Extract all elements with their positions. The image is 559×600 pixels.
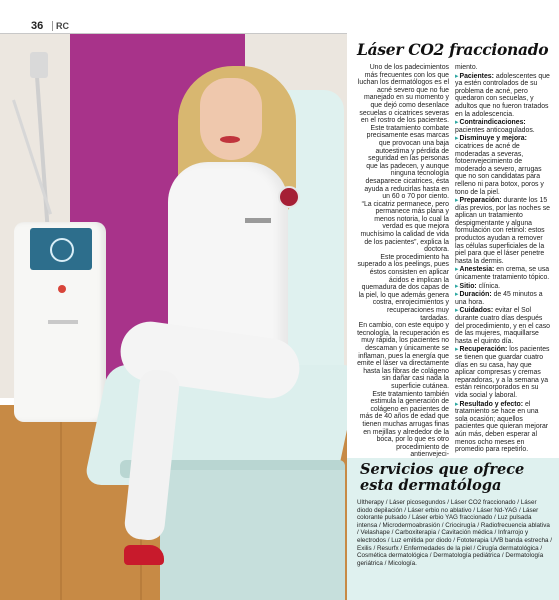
arrow-icon: ▸ [455, 119, 459, 127]
item-text: cicatrices de acné de moderadas a severas, fotoenvejecimiento de moderado a severo, arrugas que no son candidatas para relleno ni para botox, poros y tono de la piel. [455, 142, 544, 196]
item-text: en crema, se usa únicamente tratamiento tópico. [455, 266, 550, 282]
treatment-bed-base [160, 470, 345, 600]
list-item [455, 266, 553, 281]
paragraph: miento. [455, 64, 478, 71]
item-text: clínica. [478, 282, 501, 290]
coat-emblem [278, 186, 300, 208]
item-text: evitar el Sol durante cuatro días después del procedimiento, y en el caso de las mujeres, maquillarse hasta el quinto día. [455, 307, 550, 345]
item-label: Disminuye y mejora: [459, 135, 527, 143]
arrow-icon: ▸ [455, 346, 459, 354]
item-label: Sitio: [459, 282, 477, 290]
machine-button [58, 285, 66, 293]
laser-handpiece [30, 52, 48, 78]
item-label: Recuperación: [459, 346, 508, 354]
paragraph: Este procedimiento ha superado a los peelings, pues éstos consisten en aplicar ácidos e implican la quemadura de dos capas de la piel, lo que además genera costra, enrojecimientos y recuperaciones muy tardadas. [357, 253, 449, 322]
arrow-icon: ▸ [455, 307, 459, 315]
list-item [455, 291, 553, 306]
services-title [360, 462, 550, 494]
doctor-lips [220, 136, 240, 143]
item-label: Preparación: [459, 197, 502, 205]
section-tag: RC [56, 21, 69, 31]
list-item [455, 346, 553, 399]
list-item [455, 135, 553, 196]
arrow-icon: ▸ [455, 266, 459, 274]
machine-screen [30, 228, 92, 270]
list-item [455, 283, 553, 291]
list-item [455, 119, 553, 134]
header-separator [52, 21, 53, 31]
arrow-icon: ▸ [455, 135, 459, 143]
paragraph: En cambio, con este equipo y tecnología, la recuperación es muy rápida, los pacientes no descaman y únicamente se inflaman, pues la energía que emite el láser va directamente hasta las fibras de colágeno sin dañar casi nada la superficie cutánea. [357, 322, 449, 390]
arrow-icon: ▸ [455, 197, 459, 205]
item-label: Cuidados: [459, 307, 494, 315]
arrow-icon: ▸ [455, 72, 459, 80]
item-label: Pacientes: [459, 72, 494, 80]
article-title: Láser CO2 fraccionado [357, 40, 549, 59]
coat-name-tag [245, 218, 271, 223]
floor-plank [60, 405, 62, 600]
item-text: el tratamiento se hace en una sola ocasión; aquellos pacientes que quieran mejorar aún más, deben esperar al menos ocho meses en promedio para repetirlo. [455, 400, 549, 454]
arrow-icon: ▸ [455, 282, 459, 290]
services-list: Ultherapy / Láser picosegundos / Láser CO2 fraccionado / Láser diodo depilación / Láser erbio no ablativo / Láser Nd-YAG / Láser colorante pulsado / Láser erbio YAG fraccionado / Luz pulsada intensa / Microdermoabrasión / Criocirugía / Radiofrecuencia ablativa / Velashape / Carboxiterapia / Cavitación médica / Infrarrojo y electrodos / Luz emitida por diodo / Fototerapia UVB banda estrecha / Exilis / Resurfx / Enfermedades de la piel / Cirugía dermatológica / Cosmética dermatológica / Dermatología pediátrica / Dermatología geriátrica / Micología. [357, 499, 552, 567]
services-title-line: Servicios que ofrece [360, 461, 525, 478]
list-item [455, 73, 553, 119]
arrow-icon: ▸ [455, 291, 459, 299]
item-text: pacientes anticoagulados. [455, 126, 535, 134]
paragraph: Uno de los padecimientos más frecuentes con los que luchan los dermatólogos es el acné severo que no fue manejado en su momento y que dejó como desenlace secuelas o cicatrices severas en el rostro de los pacientes. [357, 64, 449, 125]
arrow-icon: ▸ [455, 400, 459, 408]
article-column-2 [455, 64, 553, 455]
paragraph: Este tratamiento también estimula la generación de colágeno en pacientes de más de 40 años de edad que tienen muchas arrugas finas en mejillas y alrededor de la boca, por lo que es otro procedimiento de antienvejeci- [359, 390, 449, 459]
item-label: Contraindicaciones: [459, 119, 526, 127]
list-item [455, 307, 553, 345]
header-rule [0, 33, 347, 34]
article-column-1 [357, 64, 449, 459]
item-label: Resultado y efecto: [459, 400, 524, 408]
item-label: Duración: [459, 291, 492, 299]
item-text: los pacientes se tienen que guardar cuatro días en su casa, hay que aplicar compresas y cremas reparadoras, y a la semana ya están reincorporados en su vida social y laboral. [455, 346, 550, 399]
red-shoe [124, 545, 164, 565]
item-label: Anestesia: [459, 266, 495, 274]
item-text: durante los 15 días previos, por las noches se aplican un tratamiento despigmentante y alguna formulación con retinol: estos productos ayudan a remover las células superficiales de la piel para que el láser penetre hasta la dermis. [455, 197, 550, 265]
list-item [455, 197, 553, 265]
paragraph: “La cicatriz permanece, pero permanece más plana y menos notoria, lo cual la verdad es que mejora muchísimo la calidad de vida de los pacientes”, explica la doctora. [360, 200, 449, 254]
page-number: 36 [31, 20, 44, 32]
item-text: adolescentes que ya estén controlados de su problema de acné, pero quedaron con secuelas, y adultos que no fueron tratados en la adolescencia. [455, 72, 550, 118]
doctor-face [200, 78, 262, 160]
machine-label [48, 320, 78, 324]
paragraph: Este tratamiento combate precisamente esas marcas que provocan una baja autoestima y pérdida de seguridad en las personas que las padecen, y aunque ninguna tecnología desaparece cicatrices, ésta ayuda a reducirlas hasta en un 60 o 70 por ciento. [364, 124, 449, 201]
list-item [455, 401, 553, 454]
services-title-line: esta dermatóloga [360, 477, 502, 494]
item-text: de 45 minutos a una hora. [455, 291, 543, 306]
